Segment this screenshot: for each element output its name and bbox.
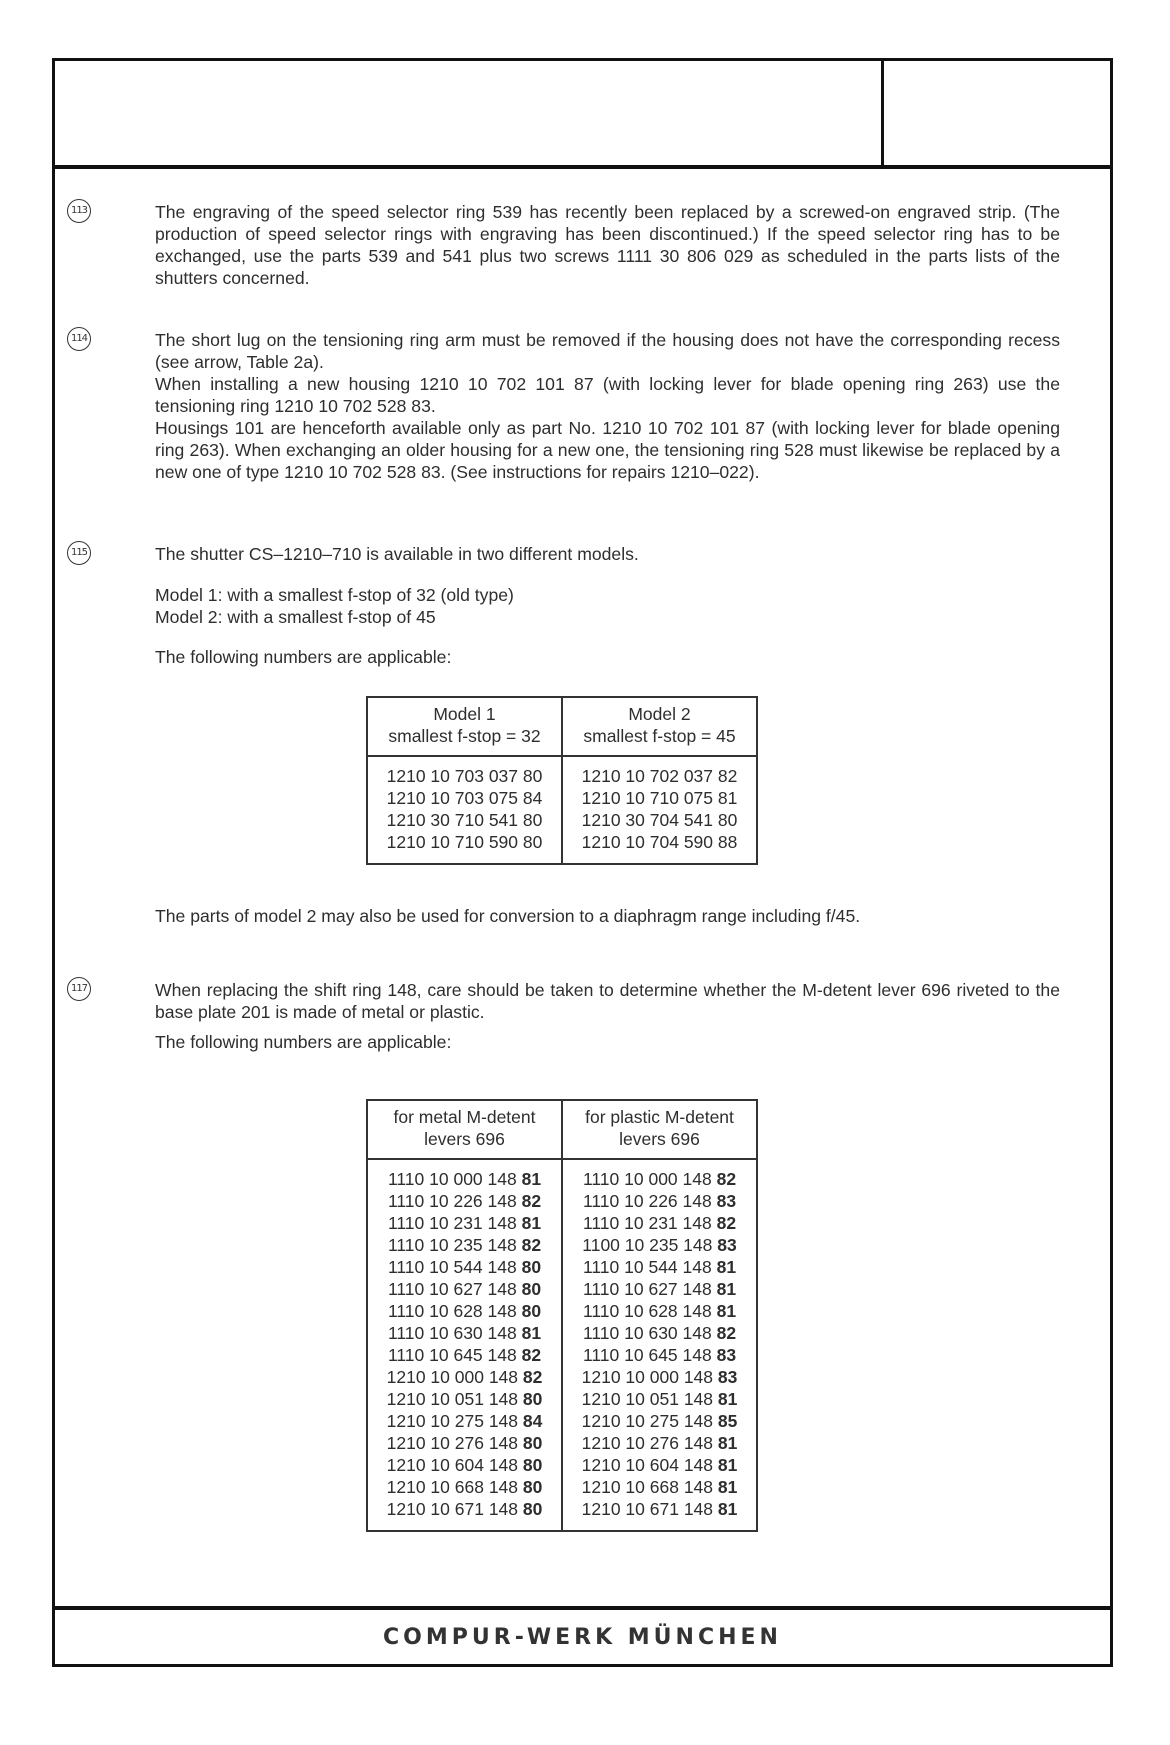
part-number-suffix: 84 [522, 1411, 543, 1431]
part-number-suffix: 81 [717, 1477, 738, 1497]
page-frame [52, 58, 1113, 1667]
part-number: 1210 10 275 148 84 [386, 1411, 543, 1431]
part-number-suffix: 81 [716, 1279, 737, 1299]
company-name: COMPUR-WERK MÜNCHEN [383, 1624, 782, 1650]
part-number-suffix: 81 [716, 1257, 737, 1277]
part-number-suffix: 82 [521, 1345, 542, 1365]
part-number-suffix: 81 [717, 1455, 738, 1475]
table-column-model-1 [367, 756, 562, 864]
part-number: 1210 30 704 541 80 [581, 810, 738, 830]
part-number: 1210 30 710 541 80 [386, 810, 543, 830]
part-number: 1210 10 051 148 81 [581, 1389, 738, 1409]
part-number: 1110 10 627 148 81 [582, 1279, 737, 1299]
note-number-badge: 114 [67, 327, 91, 351]
part-number-suffix: 83 [717, 1367, 738, 1387]
part-number-suffix: 81 [521, 1323, 542, 1343]
part-number-suffix: 81 [717, 1389, 738, 1409]
part-number-suffix: 80 [521, 1279, 542, 1299]
part-number: 1210 10 604 148 80 [386, 1455, 543, 1475]
table-column-metal [367, 1159, 562, 1531]
part-number-suffix: 81 [521, 1213, 542, 1233]
note-number-badge: 115 [67, 541, 91, 565]
part-number: 1210 10 704 590 88 [581, 832, 738, 852]
part-number-suffix: 81 [717, 1499, 738, 1519]
part-number: 1210 10 276 148 81 [581, 1433, 738, 1453]
table-header-metal: for metal M-detent levers 696 [367, 1100, 562, 1159]
part-number: 1210 10 000 148 82 [386, 1367, 543, 1387]
part-number: 1210 10 702 037 82 [581, 766, 738, 786]
part-number-suffix: 81 [521, 1169, 542, 1189]
part-number: 1210 10 604 148 81 [581, 1455, 738, 1475]
table-header-model-1: Model 1 smallest f-stop = 32 [367, 697, 562, 756]
part-number: 1210 10 668 148 81 [581, 1477, 738, 1497]
page-footer [55, 1606, 1110, 1664]
part-number: 1110 10 630 148 81 [387, 1323, 542, 1343]
part-number: 1110 10 628 148 81 [582, 1301, 737, 1321]
part-number-suffix: 85 [717, 1411, 738, 1431]
part-number: 1210 10 051 148 80 [386, 1389, 543, 1409]
part-number-suffix: 80 [522, 1455, 543, 1475]
part-number: 1110 10 645 148 83 [582, 1345, 737, 1365]
model-2-description: Model 2: with a smallest f-stop of 45 [155, 607, 436, 627]
part-number: 1110 10 231 148 81 [387, 1213, 542, 1233]
part-number-suffix: 83 [716, 1345, 737, 1365]
table-header-model-2: Model 2 smallest f-stop = 45 [562, 697, 757, 756]
part-number: 1210 10 275 148 85 [581, 1411, 738, 1431]
applicable-label: The following numbers are applicable: [155, 647, 452, 667]
shift-ring-parts-table [366, 1099, 758, 1532]
note-after-text: The parts of model 2 may also be used for conversion to a diaphragm range including f/45. [155, 906, 861, 926]
note-paragraph: Housings 101 are henceforth available only as part No. 1210 10 702 101 87 (with locking lever for blade opening ring 263). When exchanging an older housing for a new one, the tensioning ring 528 must likewise be replaced by a new one of type 1210 10 702 528 83. (See instructions for repairs 1210–022). [155, 418, 1060, 482]
part-number-suffix: 83 [717, 1235, 737, 1255]
part-number-suffix: 80 [522, 1477, 543, 1497]
note-paragraph: The engraving of the speed selector ring 539 has recently been replaced by a screwed-on engraved strip. (The production of speed selector rings with engraving has been discontinued.) If the speed selector ring has to be exchanged, use the parts 539 and 541 plus two screws 1111 30 806 029 as scheduled in the parts lists of the shutters concerned. [155, 202, 1060, 288]
model-parts-table [366, 696, 758, 865]
part-number: 1210 10 671 148 81 [581, 1499, 738, 1519]
part-number: 1210 10 668 148 80 [386, 1477, 543, 1497]
part-number: 1210 10 710 590 80 [386, 832, 543, 852]
part-number-suffix: 80 [522, 1389, 543, 1409]
part-number-suffix: 80 [522, 1433, 543, 1453]
part-number: 1210 10 671 148 80 [386, 1499, 543, 1519]
part-number-suffix: 82 [521, 1191, 542, 1211]
part-number-suffix: 82 [521, 1235, 542, 1255]
table-column-plastic [562, 1159, 757, 1531]
part-number: 1100 10 235 148 83 [582, 1235, 737, 1255]
part-number: 1110 10 627 148 80 [387, 1279, 542, 1299]
part-number-suffix: 82 [716, 1169, 737, 1189]
note-paragraph: When installing a new housing 1210 10 702 101 87 (with locking lever for blade opening ring 263) use the tensioning ring 1210 10 702 528 83. [155, 374, 1060, 416]
note-paragraph: The short lug on the tensioning ring arm must be removed if the housing does not have the corresponding recess (see arrow, Table 2a). [155, 330, 1060, 372]
page-header-box [55, 61, 1110, 169]
part-number: 1110 10 544 148 81 [582, 1257, 737, 1277]
part-number: 1110 10 235 148 82 [387, 1235, 542, 1255]
part-number-suffix: 81 [717, 1433, 738, 1453]
part-number-suffix: 80 [522, 1499, 543, 1519]
part-number-suffix: 82 [716, 1213, 737, 1233]
note-intro: The shutter CS–1210–710 is available in two different models. [155, 544, 639, 564]
part-number-suffix: 82 [716, 1323, 737, 1343]
part-number-suffix: 81 [716, 1301, 737, 1321]
part-number: 1110 10 231 148 82 [582, 1213, 737, 1233]
model-1-description: Model 1: with a smallest f-stop of 32 (old type) [155, 585, 514, 605]
part-number: 1210 10 703 037 80 [386, 766, 543, 786]
part-number-suffix: 80 [521, 1257, 542, 1277]
part-number: 1210 10 276 148 80 [386, 1433, 543, 1453]
part-number: 1210 10 703 075 84 [386, 788, 543, 808]
part-number-suffix: 80 [521, 1301, 542, 1321]
part-number: 1110 10 000 148 82 [582, 1169, 737, 1189]
part-number: 1110 10 226 148 82 [387, 1191, 542, 1211]
table-column-model-2 [562, 756, 757, 864]
part-number: 1110 10 000 148 81 [387, 1169, 542, 1189]
page-header-number-box [881, 61, 1110, 165]
part-number-suffix: 82 [522, 1367, 543, 1387]
note-number-badge: 117 [67, 977, 91, 1001]
part-number: 1110 10 628 148 80 [387, 1301, 542, 1321]
part-number-suffix: 83 [716, 1191, 737, 1211]
applicable-label: The following numbers are applicable: [155, 1032, 452, 1052]
part-number: 1210 10 000 148 83 [581, 1367, 738, 1387]
part-number: 1110 10 226 148 83 [582, 1191, 737, 1211]
part-number: 1210 10 710 075 81 [581, 788, 738, 808]
part-number: 1110 10 544 148 80 [387, 1257, 542, 1277]
note-number-badge: 113 [67, 199, 91, 223]
note-intro: When replacing the shift ring 148, care should be taken to determine whether the M-detent lever 696 riveted to the base plate 201 is made of metal or plastic. [155, 980, 1060, 1022]
part-number: 1110 10 645 148 82 [387, 1345, 542, 1365]
table-header-plastic: for plastic M-detent levers 696 [562, 1100, 757, 1159]
part-number: 1110 10 630 148 82 [582, 1323, 737, 1343]
